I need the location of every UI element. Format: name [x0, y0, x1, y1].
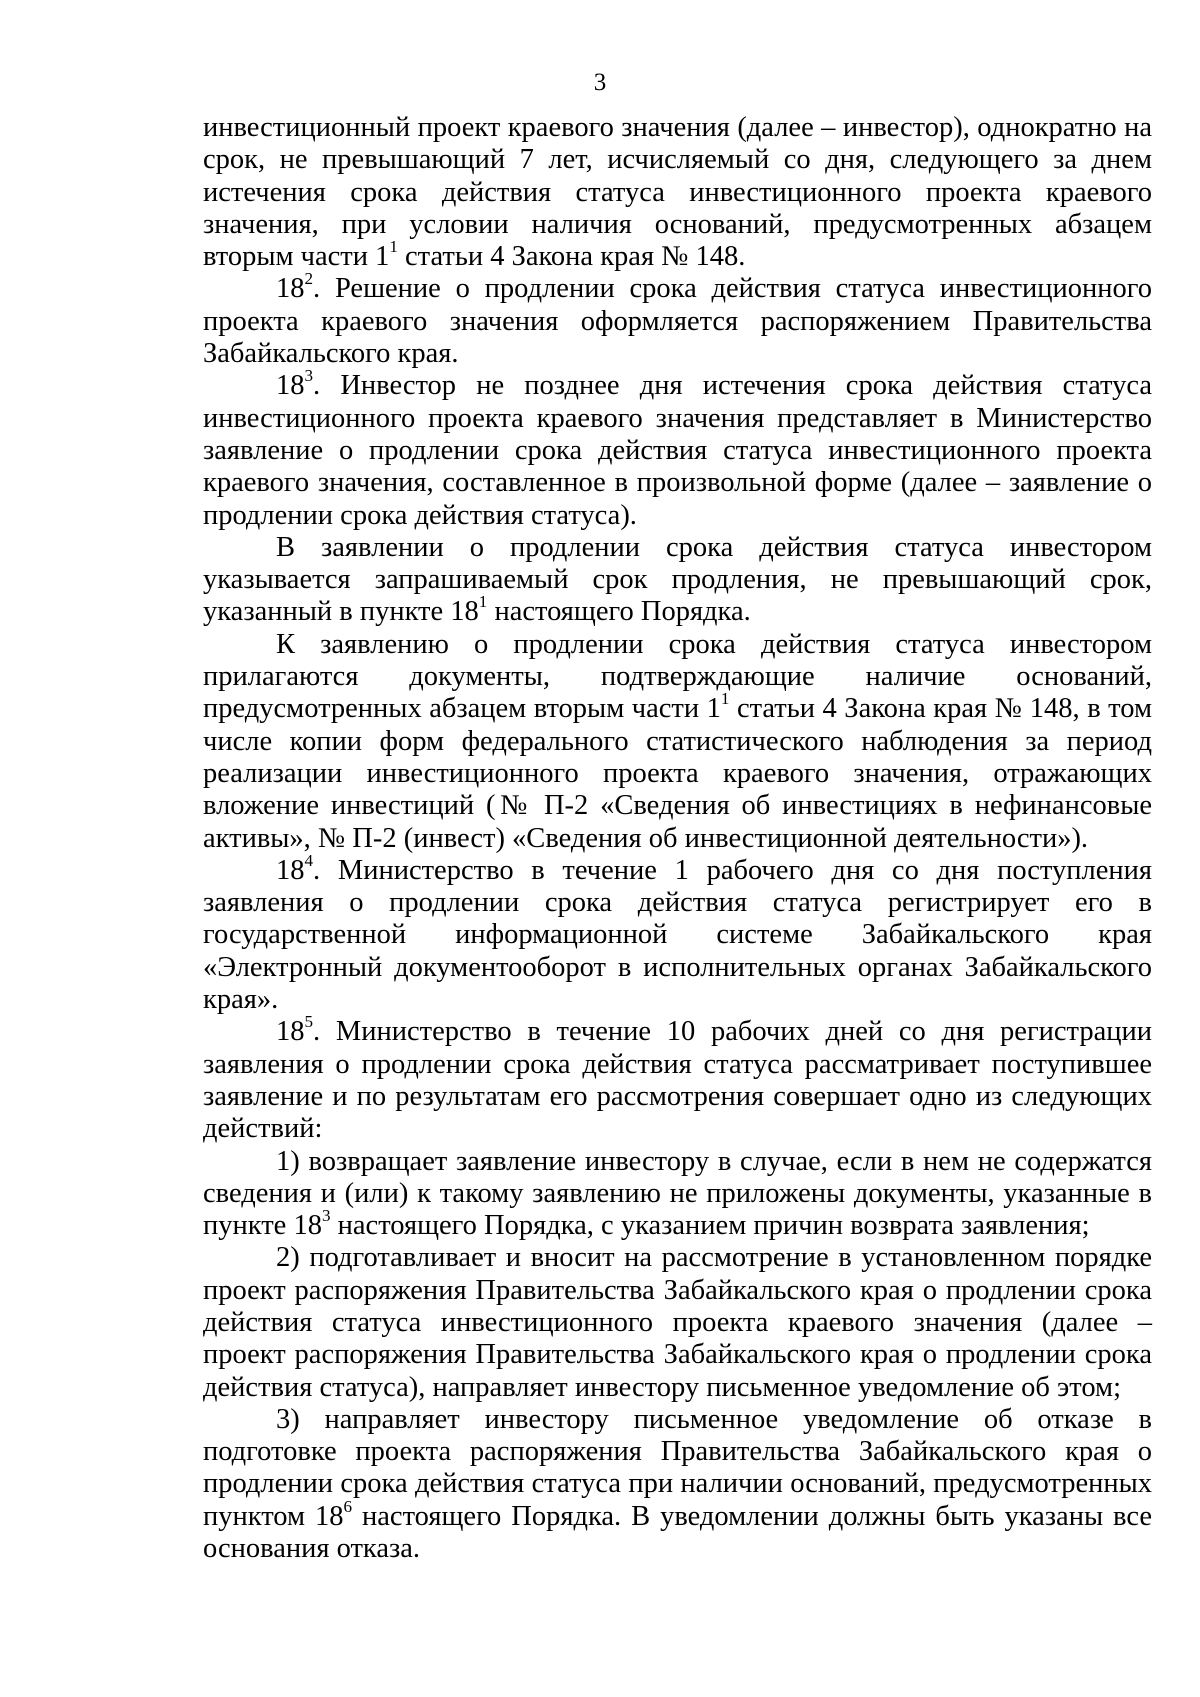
- paragraph: [203, 269, 1152, 370]
- paragraph-text: 3) направляет инвестору письменное уведомление об отказе в подготовке проекта распоряжения Правительства Забайкальского края о продлении срока действия статуса при наличии оснований, предусмотренных пунктом 18: [203, 1403, 1152, 1532]
- paragraph: [203, 532, 1152, 629]
- paragraph-text: 18: [276, 370, 305, 402]
- paragraph-text: 2) подготавливает и вносит на рассмотрение в установленном порядке проект распоряжения Правительства Забайкальского края о продлении срока действия статуса инвестиционного проекта краевого значения (далее – проект распоряжения Правительства Забайкальского края о продлении срока действия статуса), направляет инвестору письменное уведомление об этом;: [203, 1242, 1152, 1403]
- paragraph-text: В заявлении о продлении срока действия статуса инвестором указывается запрашиваемый срок продления, не превышающий срок, указанный в пункте 18: [203, 531, 1152, 628]
- superscript-index: 3: [304, 366, 314, 386]
- paragraph: [203, 1146, 1152, 1243]
- superscript-index: 4: [304, 850, 314, 870]
- page-number: 3: [593, 69, 607, 96]
- paragraph-text: . Министерство в течение 1 рабочего дня со дня поступления заявления о продлении срока действия статуса регистрирует его в государственной информационной системе Забайкальского края «Электронный документооборот в исполнительных органах Забайкальского края».: [203, 854, 1152, 1016]
- paragraph-text: настоящего Порядка. В уведомлении должны быть указаны все основания отказа.: [203, 1500, 1152, 1565]
- paragraph: [203, 112, 1152, 273]
- paragraph-text: . Решение о продлении срока действия статуса инвестиционного проекта краевого значения оформляется распоряжением Правительства Забайкальского края.: [203, 273, 1152, 370]
- paragraph: [203, 629, 1152, 855]
- paragraph-text: 1) возвращает заявление инвестору в случае, если в нем не содержатся сведения и (или) к такому заявлению не приложены документы, указанные в пункте 18: [203, 1145, 1152, 1242]
- paragraph-text: 18: [276, 854, 305, 886]
- paragraph-text: . Министерство в течение 10 рабочих дней со дня регистрации заявления о продлении срока действия статуса рассматривает поступившее заявление и по результатам его рассмотрения совершает одно из следующих действий:: [203, 1016, 1152, 1145]
- superscript-index: 1: [389, 237, 398, 257]
- paragraph-text: . Инвестор не позднее дня истечения срока действия статуса инвестиционного проекта краевого значения представляет в Министерство заявление о продлении срока действия статуса инвестиционного проекта краевого значения, составленное в произвольной форме (далее – заявление о продлении срока действия статуса).: [203, 370, 1152, 531]
- paragraph-text: настоящего Порядка.: [487, 596, 751, 628]
- superscript-index: 1: [720, 689, 730, 709]
- paragraph-text: статьи 4 Закона края № 148.: [397, 241, 746, 273]
- document-body: [203, 112, 1152, 1565]
- superscript-index: 5: [304, 1012, 314, 1032]
- paragraph-text: настоящего Порядка, с указанием причин возврата заявления;: [330, 1210, 1090, 1242]
- superscript-index: 2: [304, 269, 314, 289]
- paragraph-text: К заявлению о продлении срока действия статуса инвестором прилагаются документы, подтверждающие наличие оснований, предусмотренных абзацем вторым части 1: [203, 628, 1152, 725]
- paragraph: [203, 1404, 1152, 1565]
- paragraph: [203, 1242, 1152, 1403]
- paragraph: [203, 850, 1152, 1016]
- paragraph-text: 18: [276, 273, 305, 305]
- paragraph: [203, 1012, 1152, 1145]
- paragraph: [203, 366, 1152, 531]
- superscript-index: 1: [478, 592, 488, 612]
- paragraph-text: 18: [276, 1016, 305, 1048]
- superscript-index: 3: [321, 1206, 331, 1226]
- superscript-index: 6: [343, 1496, 353, 1516]
- paragraph-text: статьи 4 Закона края № 148, в том числе копии форм федерального статистического наблюдения за период реализации инвестиционного проекта краевого значения, отражающих вложение инвестиций (№ П-2 «Сведения об инвестициях в нефинансовые активы», № П-2 (инвест) «Сведения об инвестиционной деятельности»).: [203, 693, 1152, 854]
- paragraph-text: инвестиционный проект краевого значения (далее – инвестор), однократно на срок, не превышающий 7 лет, исчисляемый со дня, следующего за днем истечения срока действия статуса инвестиционного проекта краевого значения, при условии наличия оснований, предусмотренных абзацем вторым части 1: [203, 112, 1152, 273]
